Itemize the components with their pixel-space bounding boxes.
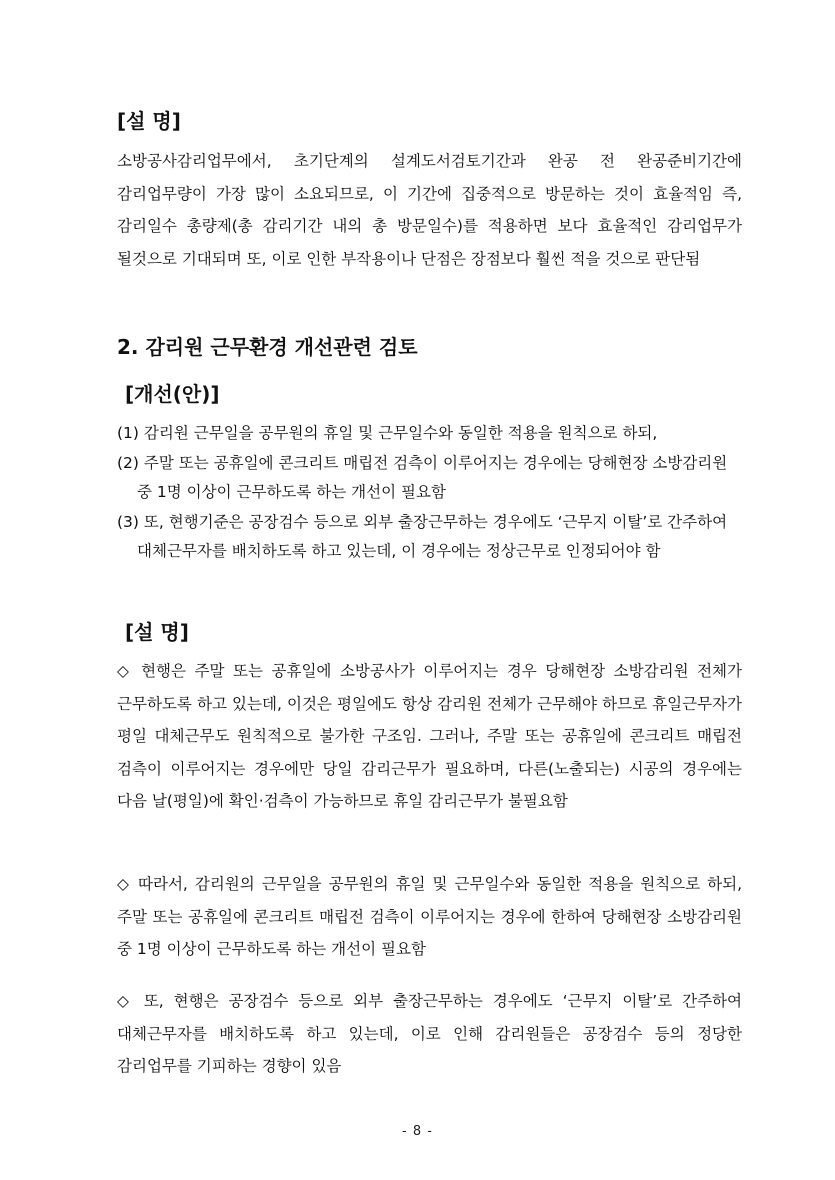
explanation-1: ◇ 현행은 주말 또는 공휴일에 소방공사가 이루어지는 경우 당해현장 소방감리원 전체가 근무하도록 하고 있는데, 이것은 평일에도 항상 감리원 전체가 근무해야 하므로 휴일근무자가 평일 대체근무도 원칙적으로 불가한 구조임. 그러나, 주말 또는 공휴일에 콘크리트 매립전 검측이 이루어지는 경우에만 당일 감리근무가 필요하며, 다른(노출되는) 시공의 경우에는 다음 날(평일)에 확인·검측이 가능하므로 휴일 감리근무가 불필요함 bbox=[117, 662, 742, 810]
proposal-list bbox=[117, 419, 745, 567]
proposal-item-2: (2) 주말 또는 공휴일에 콘크리트 매립전 검측이 이루어지는 경우에는 당해현장 소방감리원 중 1명 이상이 근무하도록 하는 개선이 필요함 bbox=[117, 453, 728, 501]
explain-heading: [설 명] bbox=[125, 620, 189, 644]
explanation-2: ◇ 따라서, 감리원의 근무일을 공무원의 휴일 및 근무일수와 동일한 적용을 원칙으로 하되, 주말 또는 공휴일에 콘크리트 매립전 검측이 이루어지는 경우에 한하여 당해현장 소방감리원 중 1명 이상이 근무하도록 하는 개선이 필요함 bbox=[117, 875, 742, 958]
section1-text: 소방공사감리업무에서, 초기단계의 설계도서검토기간과 완공 전 완공준비기간에 감리업무량이 가장 많이 소요되므로, 이 기간에 집중적으로 방문하는 것이 효율적임 즉, 감리일수 총량제(총 감리기간 내의 총 방문일수)를 적용하면 보다 효율적인 감리업무가 될것으로 기대되며 또, 이로 인한 부작용이나 단점은 장점보다 훨씬 적을 것으로 판단됨 bbox=[117, 152, 742, 268]
proposal-item-1: (1) 감리원 근무일을 공무원의 휴일 및 근무일수와 동일한 적용을 원칙으로 하되, bbox=[117, 424, 658, 442]
section2-title: 2. 감리원 근무환경 개선관련 검토 bbox=[117, 335, 418, 359]
section1-heading: [설 명] bbox=[117, 109, 181, 133]
explanation-3: ◇ 또, 현행은 공장검수 등으로 외부 출장근무하는 경우에도 ‘근무지 이탈’로 간주하여 대체근무자를 배치하도록 하고 있는데, 이로 인해 감리원들은 공장검수 등의 정당한 감리업무를 기피하는 경향이 있음 bbox=[117, 992, 742, 1075]
page-number: - 8 - bbox=[402, 1124, 433, 1139]
proposal-heading: [개선(안)] bbox=[125, 382, 220, 406]
proposal-item-3: (3) 또, 현행기준은 공장검수 등으로 외부 출장근무하는 경우에도 ‘근무지 이탈’로 간주하여 대체근무자를 배치하도록 하고 있는데, 이 경우에는 정상근무로 인정되어야 함 bbox=[117, 512, 728, 560]
